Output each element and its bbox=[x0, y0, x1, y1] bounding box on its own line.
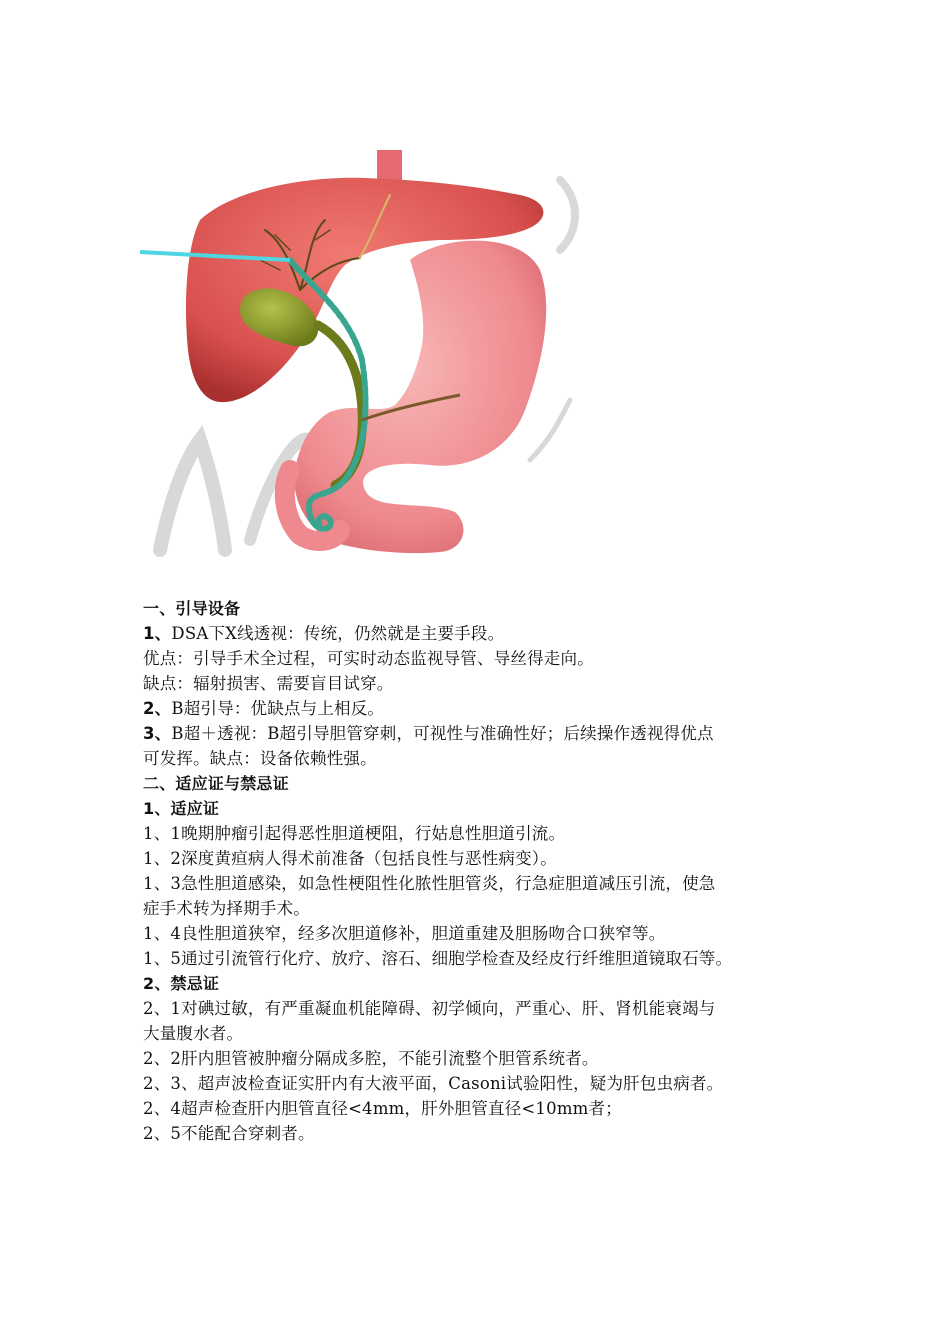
paragraph bbox=[143, 696, 823, 721]
paragraph bbox=[143, 621, 823, 646]
paragraph: 2、3、超声波检查证实肝内有大液平面，Casoni试验阳性，疑为肝包虫病者。 bbox=[143, 1074, 724, 1093]
item-text: DSA下X线透视：传统，仍然就是主要手段。 bbox=[171, 624, 505, 643]
paragraph: 症手术转为择期手术。 bbox=[143, 899, 310, 918]
paragraph: 1、3急性胆道感染，如急性梗阻性化脓性胆管炎，行急症胆道减压引流，使急 bbox=[143, 874, 716, 893]
paragraph: 2、5不能配合穿刺者。 bbox=[143, 1124, 315, 1143]
paragraph: 缺点：辐射损害、需要盲目试穿。 bbox=[143, 674, 394, 693]
section-title-indications: 二、适应证与禁忌证 bbox=[143, 774, 289, 793]
item-text: B超＋透视：B超引导胆管穿刺，可视性与准确性好；后续操作透视得优点 bbox=[171, 724, 714, 743]
section-title-guidance-equipment: 一、引导设备 bbox=[143, 599, 241, 618]
ptcd-illustration bbox=[140, 140, 610, 580]
subsection-title-contraindications: 2、禁忌证 bbox=[143, 974, 220, 993]
paragraph: 1、4良性胆道狭窄，经多次胆道修补，胆道重建及胆肠吻合口狭窄等。 bbox=[143, 924, 666, 943]
item-number: 2、 bbox=[143, 699, 172, 718]
item-text: B超引导：优缺点与上相反。 bbox=[171, 699, 385, 718]
paragraph: 2、2肝内胆管被肿瘤分隔成多腔，不能引流整个胆管系统者。 bbox=[143, 1049, 599, 1068]
paragraph: 优点：引导手术全过程，可实时动态监视导管、导丝得走向。 bbox=[143, 649, 594, 668]
paragraph: 1、2深度黄疸病人得术前准备（包括良性与恶性病变）。 bbox=[143, 849, 557, 868]
stomach bbox=[294, 241, 546, 554]
paragraph: 1、5通过引流管行化疗、放疗、溶石、细胞学检查及经皮行纤维胆道镜取石等。 bbox=[143, 949, 733, 968]
paragraph: 大量腹水者。 bbox=[143, 1024, 244, 1043]
paragraph: 可发挥。缺点：设备依赖性强。 bbox=[143, 749, 377, 768]
paragraph bbox=[143, 721, 823, 746]
item-number: 1、 bbox=[143, 624, 172, 643]
paragraph: 1、1晚期肿瘤引起得恶性胆道梗阻，行姑息性胆道引流。 bbox=[143, 824, 566, 843]
paragraph: 2、1对碘过敏，有严重凝血机能障碍、初学倾向，严重心、肝、肾机能衰竭与 bbox=[143, 999, 716, 1018]
subsection-title-indications: 1、适应证 bbox=[143, 799, 220, 818]
item-number: 3、 bbox=[143, 724, 172, 743]
document-body bbox=[143, 596, 823, 1146]
paragraph: 2、4超声检查肝内胆管直径<4mm，肝外胆管直径<10mm者； bbox=[143, 1099, 622, 1118]
